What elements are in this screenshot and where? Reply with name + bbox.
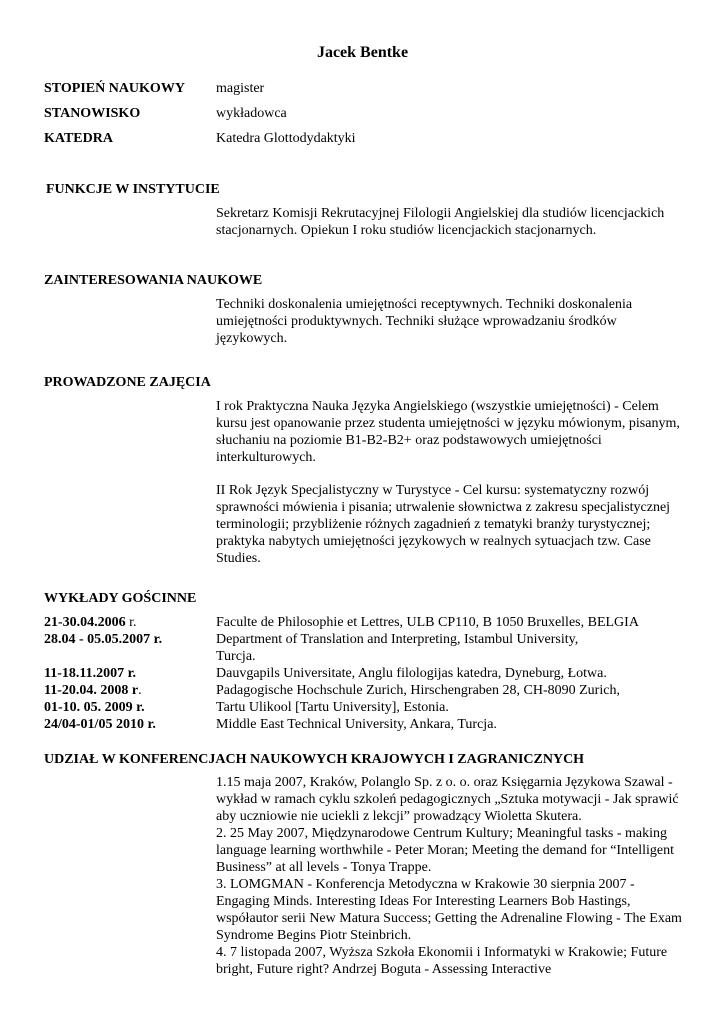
course-item-2: II Rok Język Specjalistyczny w Turystyce - Cel kursu: systematyczny rozwój sprawności mówienia i pisania; utrwalenie słownictwa z zakresu specjalistycznej terminologii; przybliżenie różnych zagadnień z tematyki branży turystycznej; praktyka nabytych umiejętności językowych w realnych sytuacjach tzw. Case Studies.: [216, 483, 671, 566]
functions-heading: FUNKCJE W INSTYTUCIE: [46, 182, 220, 197]
interests-text: Techniki doskonalenia umiejętności receptywnych. Techniki doskonalenia umiejętności produktywnych. Techniki służące wprowadzaniu środków językowych.: [216, 297, 633, 346]
conferences-heading: UDZIAŁ W KONFERENCJACH NAUKOWYCH KRAJOWYCH I ZAGRANICZNYCH: [44, 752, 585, 767]
conference-item: 2. 25 May 2007, Międzynarodowe Centrum Kultury; Meaningful tasks - making language learning worthwhile - Peter Moran; Meeting the demand for “Intelligent Business” at all levels - Tonya Trappe.: [216, 826, 674, 875]
lecture-venue: Dauvgapils Universitate, Anglu filologijas katedra, Dyneburg, Łotwa.: [216, 666, 607, 681]
lecture-venue: Middle East Technical University, Ankara, Turcja.: [216, 717, 497, 732]
position-label: STANOWISKO: [44, 106, 141, 121]
department-value: Katedra Glottodydaktyki: [216, 131, 356, 146]
lectures-heading: WYKŁADY GOŚCINNE: [44, 591, 197, 606]
lecture-date: 01-10. 05. 2009 r.: [44, 700, 145, 715]
conference-item: 1.15 maja 2007, Kraków, Polanglo Sp. z o. o. oraz Księgarnia Językowa Szawal - wykład w ramach cyklu szkoleń pedagogicznych „Sztuka motywacji - Jak sprawić aby uczniowie nie uciekli z lekcji” prowadzący Wioletta Skutera.: [216, 775, 679, 824]
lecture-date: 28.04 - 05.05.2007 r.: [44, 632, 163, 647]
degree-label: STOPIEŃ NAUKOWY: [44, 81, 185, 96]
lecture-date: 21-30.04.2006 r.: [44, 615, 137, 630]
lecture-date: 11-20.04. 2008 r.: [44, 683, 142, 698]
lecture-date: 11-18.11.2007 r.: [44, 666, 137, 681]
lecture-venue: Faculte de Philosophie et Lettres, ULB CP110, B 1050 Bruxelles, BELGIA: [216, 615, 639, 630]
lecture-venue: Tartu Ulikool [Tartu University], Estonia.: [216, 700, 449, 715]
lecture-date: 24/04-01/05 2010 r.: [44, 717, 156, 732]
degree-value: magister: [216, 81, 265, 96]
conferences-list: [216, 774, 686, 978]
course-item-1: I rok Praktyczna Nauka Języka Angielskiego (wszystkie umiejętności) - Celem kursu jest opanowanie przez studenta umiejętności w języku mówionym, pisanym, słuchaniu na poziomie B1-B2-B2+ oraz podstawowych umiejętności interkulturowych.: [216, 399, 680, 465]
department-label: KATEDRA: [44, 131, 113, 146]
interests-heading: ZAINTERESOWANIA NAUKOWE: [44, 273, 263, 288]
lecture-venue: Department of Translation and Interpreting, Istambul University, Turcja.: [216, 632, 579, 664]
position-value: wykładowca: [216, 106, 287, 121]
lecture-venue: Padagogische Hochschule Zurich, Hirschengraben 28, CH-8090 Zurich,: [216, 683, 620, 698]
functions-text: Sekretarz Komisji Rekrutacyjnej Filologii Angielskiej dla studiów licencjackich stacjonarnych. Opiekun I roku studiów licencjackich stacjonarnych.: [216, 206, 665, 238]
conference-item: 4. 7 listopada 2007, Wyższa Szkoła Ekonomii i Informatyki w Krakowie; Future bright, Future right? Andrzej Boguta - Assessing Interactive: [216, 945, 668, 977]
person-name: Jacek Bentke: [316, 44, 409, 61]
courses-heading: PROWADZONE ZAJĘCIA: [44, 375, 211, 390]
conference-item: 3. LOMGMAN - Konferencja Metodyczna w Krakowie 30 sierpnia 2007 - Engaging Minds. Interesting Ideas For Interesting Learners Bob Hastings, współautor serii New Matura Success; Getting the Adrenaline Flowing - The Exam Syndrome Begins Piotr Steinbrich.: [216, 877, 682, 943]
